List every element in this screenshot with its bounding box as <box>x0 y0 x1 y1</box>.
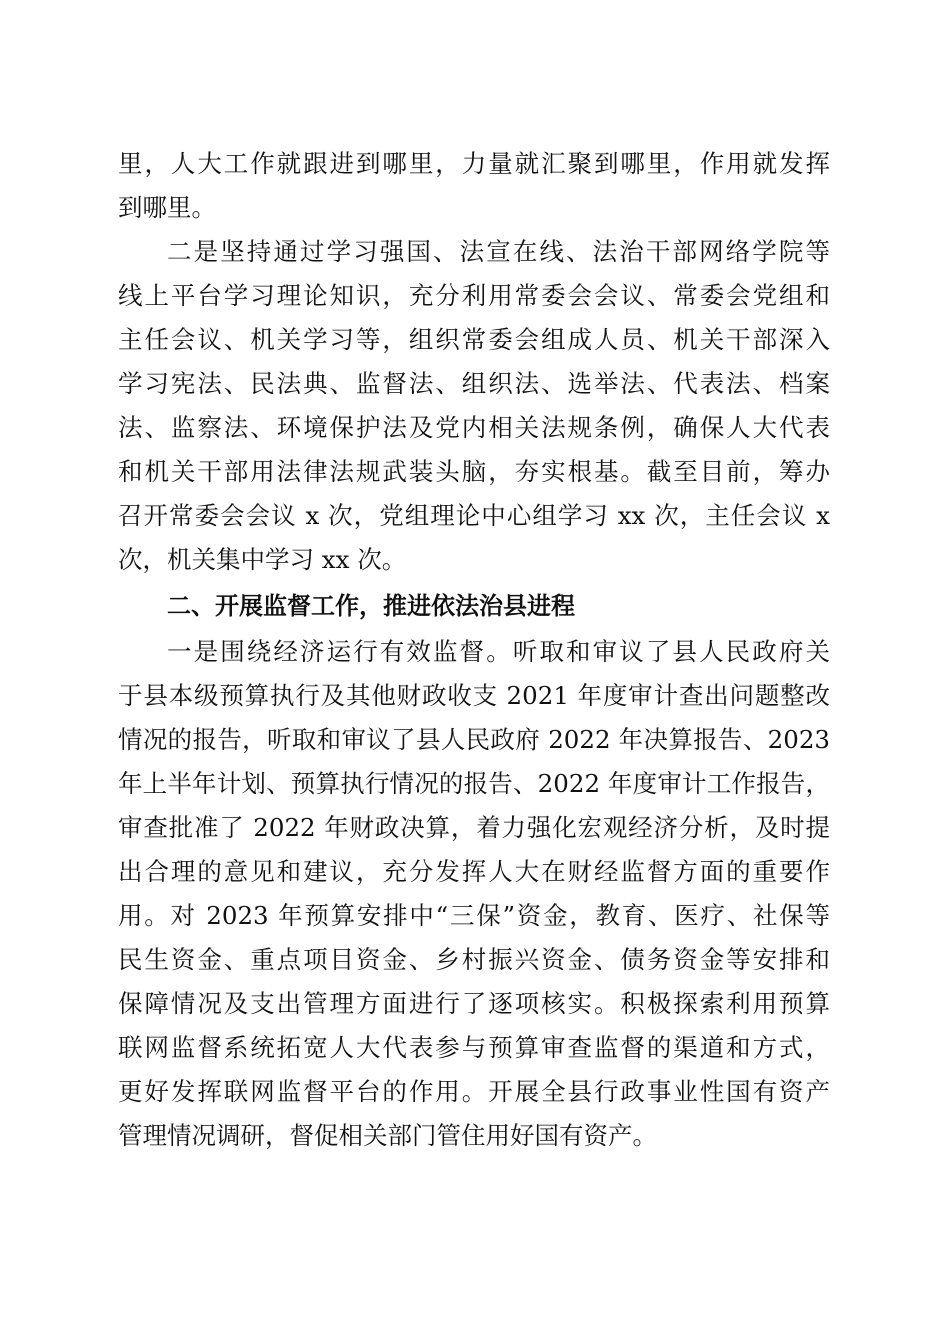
paragraph-line: 学习宪法、民法典、监督法、组织法、选举法、代表法、档案 <box>118 369 830 398</box>
paragraph-line: 到哪里。 <box>118 193 216 222</box>
paragraph-line: 情况的报告，听取和审议了县人民政府 2022 年决算报告、2023 <box>118 725 830 754</box>
paragraph-line: 更好发挥联网监督平台的作用。开展全县行政事业性国有资产 <box>118 1077 830 1106</box>
paragraph-line: 一是围绕经济运行有效监督。听取和审议了县人民政府关 <box>167 637 830 666</box>
paragraph-line: 管理情况调研，督促相关部门管住用好国有资产。 <box>118 1121 657 1150</box>
paragraph-line: 和机关干部用法律法规武装头脑，夯实根基。截至目前，筹办 <box>118 457 830 486</box>
paragraph-line: 二是坚持通过学习强国、法宣在线、法治干部网络学院等 <box>167 237 830 266</box>
section-heading: 二、开展监督工作，推进依法治县进程 <box>167 592 575 620</box>
paragraph-line: 召开常委会会议 x 次，党组理论中心组学习 xx 次，主任会议 x <box>118 501 830 530</box>
paragraph-line: 用。对 2023 年预算安排中“三保”资金，教育、医疗、社保等 <box>118 901 830 930</box>
paragraph-line: 保障情况及支出管理方面进行了逐项核实。积极探索利用预算 <box>118 989 830 1018</box>
paragraph-line: 审查批准了 2022 年财政决算，着力强化宏观经济分析，及时提 <box>118 813 830 842</box>
paragraph-line: 次，机关集中学习 xx 次。 <box>118 545 407 574</box>
paragraph-line: 线上平台学习理论知识，充分利用常委会会议、常委会党组和 <box>118 281 830 310</box>
paragraph-line: 法、监察法、环境保护法及党内相关法规条例，确保人大代表 <box>118 413 830 442</box>
paragraph-line: 民生资金、重点项目资金、乡村振兴资金、债务资金等安排和 <box>118 945 830 974</box>
paragraph-line: 里，人大工作就跟进到哪里，力量就汇聚到哪里，作用就发挥 <box>118 149 830 178</box>
paragraph-line: 年上半年计划、预算执行情况的报告、2022 年度审计工作报告， <box>118 769 830 798</box>
paragraph-line: 主任会议、机关学习等，组织常委会组成人员、机关干部深入 <box>118 325 830 354</box>
paragraph-line: 出合理的意见和建议，充分发挥人大在财经监督方面的重要作 <box>118 857 830 886</box>
paragraph-line: 联网监督系统拓宽人大代表参与预算审查监督的渠道和方式， <box>118 1033 830 1062</box>
paragraph-line: 于县本级预算执行及其他财政收支 2021 年度审计查出问题整改 <box>118 681 830 710</box>
